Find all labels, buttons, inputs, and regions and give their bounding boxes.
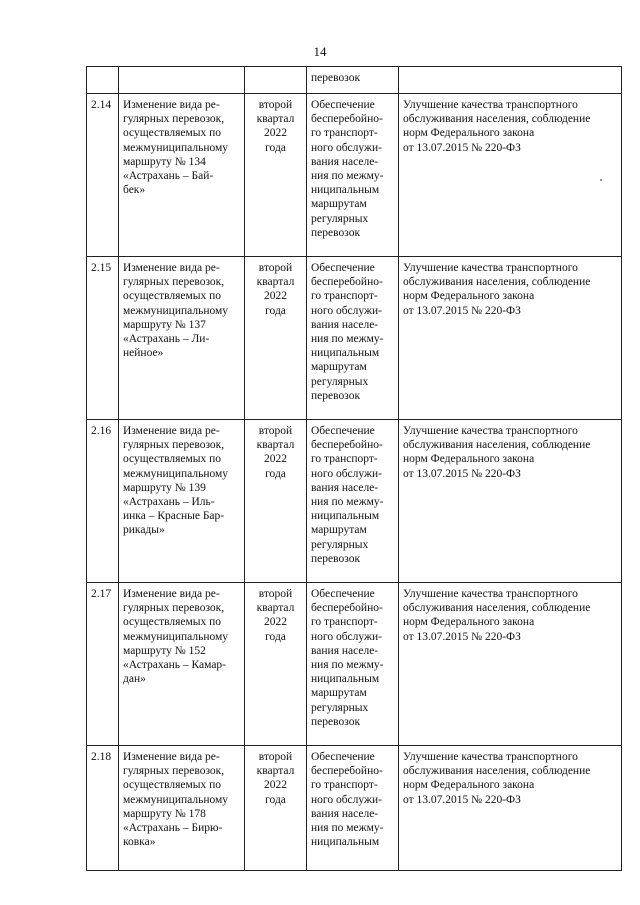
table-row xyxy=(87,583,622,746)
cell-num xyxy=(87,67,119,94)
table-row-continuation xyxy=(87,67,622,94)
cell-num: 2.16 xyxy=(87,420,119,583)
cell-event: Изменение вида ре- гулярных перевозок, осуществляемых по межмуниципальному маршруту № 152 «Астрахань – Камар- дан» xyxy=(119,583,245,746)
cell-term: второй квартал 2022 года xyxy=(245,746,307,871)
cell-num: 2.17 xyxy=(87,583,119,746)
cell-result: Улучшение качества транспортного обслуживания населения, соблюдение норм Федерального закона от 13.07.2015 № 220-ФЗ xyxy=(399,420,622,583)
table-row xyxy=(87,94,622,257)
cell-num: 2.15 xyxy=(87,257,119,420)
cell-term: второй квартал 2022 года xyxy=(245,257,307,420)
cell-goal: Обеспечение бесперебойно- го транспорт- ного обслужи- вания населе- ния по межму- ниципальным маршрутам регулярных перевозок xyxy=(307,583,399,746)
cell-term xyxy=(245,67,307,94)
cell-num: 2.18 xyxy=(87,746,119,871)
table-row xyxy=(87,257,622,420)
cell-goal: перевозок xyxy=(307,67,399,94)
cell-term: второй квартал 2022 года xyxy=(245,420,307,583)
table-row xyxy=(87,746,622,871)
cell-result: Улучшение качества транспортного обслуживания населения, соблюдение норм Федерального закона от 13.07.2015 № 220-ФЗ xyxy=(399,94,622,257)
page-number: 14 xyxy=(313,44,327,59)
cell-result: Улучшение качества транспортного обслуживания населения, соблюдение норм Федерального закона от 13.07.2015 № 220-ФЗ xyxy=(399,583,622,746)
cell-goal: Обеспечение бесперебойно- го транспорт- ного обслужи- вания населе- ния по межму- ниципальным маршрутам регулярных перевозок xyxy=(307,257,399,420)
cell-goal: Обеспечение бесперебойно- го транспорт- ного обслужи- вания населе- ния по межму- ниципальным маршрутам регулярных перевозок xyxy=(307,94,399,257)
cell-goal: Обеспечение бесперебойно- го транспорт- ного обслужи- вания населе- ния по межму- ниципальным маршрутам регулярных перевозок xyxy=(307,420,399,583)
cell-event: Изменение вида ре- гулярных перевозок, осуществляемых по межмуниципальному маршруту № 134 «Астрахань – Бай- бек» xyxy=(119,94,245,257)
cell-event: Изменение вида ре- гулярных перевозок, осуществляемых по межмуниципальному маршруту № 139 «Астрахань – Иль- инка – Красные Бар- рикады» xyxy=(119,420,245,583)
table-row xyxy=(87,420,622,583)
cell-event: Изменение вида ре- гулярных перевозок, осуществляемых по межмуниципальному маршруту № 178 «Астрахань – Бирю- ковка» xyxy=(119,746,245,871)
cell-goal: Обеспечение бесперебойно- го транспорт- ного обслужи- вания населе- ния по межму- ниципальным xyxy=(307,746,399,871)
cell-num: 2.14 xyxy=(87,94,119,257)
cell-result: Улучшение качества транспортного обслуживания населения, соблюдение норм Федерального закона от 13.07.2015 № 220-ФЗ xyxy=(399,257,622,420)
cell-result: Улучшение качества транспортного обслуживания населения, соблюдение норм Федерального закона от 13.07.2015 № 220-ФЗ xyxy=(399,746,622,871)
cell-event: Изменение вида ре- гулярных перевозок, осуществляемых по межмуниципальному маршруту № 137 «Астрахань – Ли- нейное» xyxy=(119,257,245,420)
measures-table xyxy=(86,66,622,871)
cell-result xyxy=(399,67,622,94)
cell-term: второй квартал 2022 года xyxy=(245,583,307,746)
cell-term: второй квартал 2022 года xyxy=(245,94,307,257)
scan-speck xyxy=(600,179,602,181)
cell-event xyxy=(119,67,245,94)
